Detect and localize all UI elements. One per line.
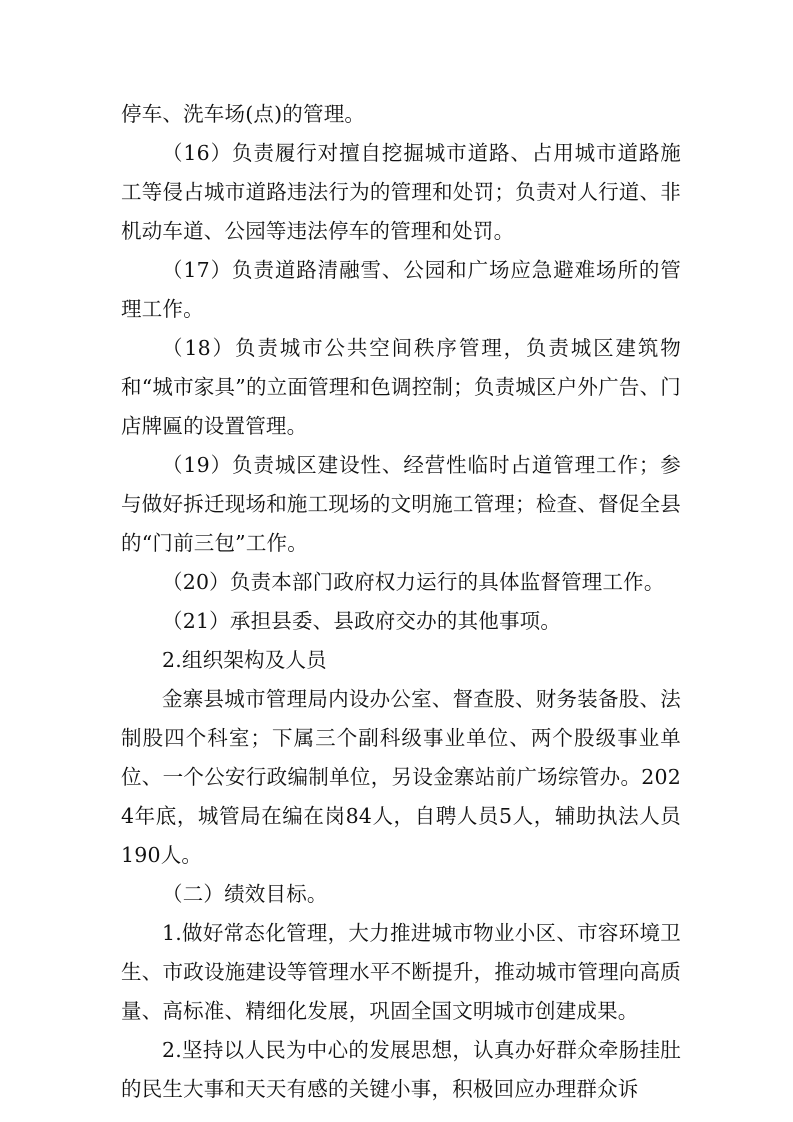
paragraph-goal-1: 1.做好常态化管理，大力推进城市物业小区、市容环境卫生、市政设施建设等管理水平不断提升，推动城市管理向高质量、高标准、精细化发展，巩固全国文明城市创建成果。 bbox=[121, 921, 681, 1023]
section-heading-organization: 2.组织架构及人员 bbox=[162, 648, 327, 672]
paragraph-continuation: 停车、洗车场(点)的管理。 bbox=[121, 102, 366, 126]
paragraph-item-19: （19）负责城区建设性、经营性临时占道管理工作；参与做好拆迁现场和施工现场的文明施工管理；检查、督促全县的“门前三包”工作。 bbox=[121, 453, 681, 555]
paragraph-item-16: （16）负责履行对擅自挖掘城市道路、占用城市道路施工等侵占城市道路违法行为的管理和处罚；负责对人行道、非机动车道、公园等违法停车的管理和处罚。 bbox=[121, 141, 681, 243]
paragraph-item-20: （20）负责本部门政府权力运行的具体监督管理工作。 bbox=[162, 570, 665, 594]
section-heading-performance-goals: （二）绩效目标。 bbox=[162, 882, 328, 906]
document-body bbox=[121, 95, 681, 1109]
paragraph-goal-2: 2.坚持以人民为中心的发展思想，认真办好群众牵肠挂肚的民生大事和天天有感的关键小事，积极回应办理群众诉 bbox=[121, 1038, 681, 1101]
paragraph-item-21: （21）承担县委、县政府交办的其他事项。 bbox=[162, 609, 562, 633]
paragraph-organization: 金寨县城市管理局内设办公室、督查股、财务装备股、法制股四个科室；下属三个副科级事业单位、两个股级事业单位、一个公安行政编制单位，另设金寨站前广场综管办。2024年底，城管局在编在岗84人，自聘人员5人，辅助执法人员190人。 bbox=[121, 687, 681, 867]
paragraph-item-18: （18）负责城市公共空间秩序管理，负责城区建筑物和“城市家具”的立面管理和色调控制；负责城区户外广告、门店牌匾的设置管理。 bbox=[121, 336, 681, 438]
paragraph-item-17: （17）负责道路清融雪、公园和广场应急避难场所的管理工作。 bbox=[121, 258, 681, 321]
